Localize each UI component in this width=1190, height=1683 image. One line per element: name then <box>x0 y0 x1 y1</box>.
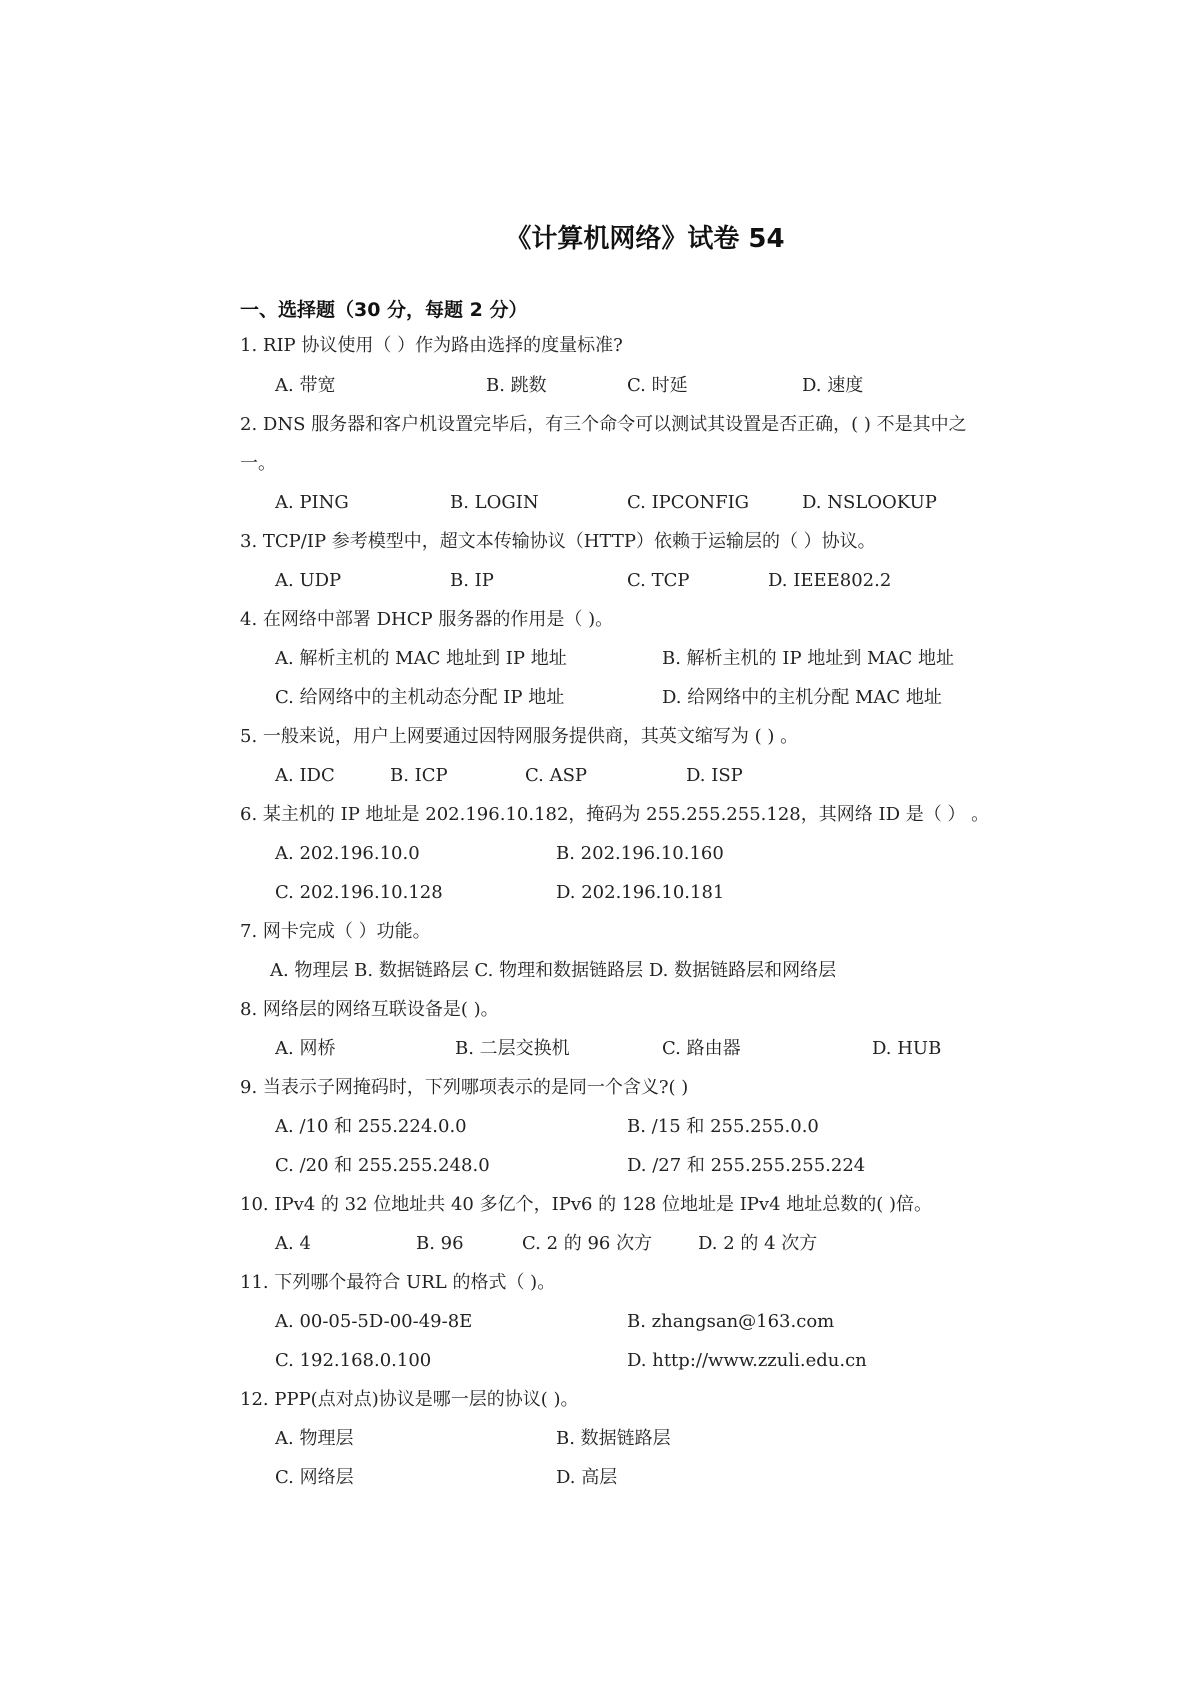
section-heading: 一、选择题（30 分，每题 2 分） <box>240 299 528 321</box>
question-10: 10. IPv4 的 32 位地址共 40 多亿个，IPv6 的 128 位地址是 IPv4 地址总数的( )倍。 <box>240 1194 933 1215</box>
q12-option-b: B. 数据链路层 <box>556 1428 671 1449</box>
q2-option-c: C. IPCONFIG <box>627 492 750 513</box>
question-3: 3. TCP/IP 参考模型中，超文本传输协议（HTTP）依赖于运输层的（ ）协议。 <box>240 531 876 552</box>
q10-option-a: A. 4 <box>275 1233 311 1254</box>
question-8: 8. 网络层的网络互联设备是( )。 <box>240 999 499 1020</box>
q8-option-b: B. 二层交换机 <box>455 1038 570 1059</box>
q1-option-c: C. 时延 <box>627 375 688 396</box>
q9-option-c: C. /20 和 255.255.248.0 <box>275 1155 490 1176</box>
q5-option-c: C. ASP <box>525 765 588 786</box>
q11-option-a: A. 00-05-5D-00-49-8E <box>275 1311 473 1332</box>
q1-option-a: A. 带宽 <box>275 375 336 396</box>
q3-option-c: C. TCP <box>627 570 690 591</box>
q10-option-b: B. 96 <box>416 1233 464 1254</box>
q9-option-b: B. /15 和 255.255.0.0 <box>627 1116 819 1137</box>
q8-option-d: D. HUB <box>872 1038 942 1059</box>
q9-option-d: D. /27 和 255.255.255.224 <box>627 1155 866 1176</box>
q7-options: A. 物理层 B. 数据链路层 C. 物理和数据链路层 D. 数据链路层和网络层 <box>270 960 837 981</box>
q6-option-c: C. 202.196.10.128 <box>275 882 443 903</box>
q3-option-a: A. UDP <box>275 570 342 591</box>
q1-option-d: D. 速度 <box>802 375 864 396</box>
q5-option-d: D. ISP <box>686 765 743 786</box>
question-5: 5. 一般来说，用户上网要通过因特网服务提供商，其英文缩写为 ( ) 。 <box>240 726 799 747</box>
q11-option-c: C. 192.168.0.100 <box>275 1350 432 1371</box>
q6-option-a: A. 202.196.10.0 <box>275 843 420 864</box>
q5-option-a: A. IDC <box>275 765 335 786</box>
question-11: 11. 下列哪个最符合 URL 的格式（ )。 <box>240 1272 556 1293</box>
question-2: 2. DNS 服务器和客户机设置完毕后，有三个命令可以测试其设置是否正确，( ) 不是其中之 <box>240 414 967 435</box>
question-7: 7. 网卡完成（ ）功能。 <box>240 921 431 942</box>
question-6: 6. 某主机的 IP 地址是 202.196.10.182，掩码为 255.255.255.128，其网络 ID 是（ ） 。 <box>240 804 990 825</box>
q4-option-b: B. 解析主机的 IP 地址到 MAC 地址 <box>662 648 954 669</box>
q6-option-d: D. 202.196.10.181 <box>556 882 725 903</box>
q8-option-c: C. 路由器 <box>662 1038 741 1059</box>
question-12: 12. PPP(点对点)协议是哪一层的协议( )。 <box>240 1389 579 1410</box>
q10-option-d: D. 2 的 4 次方 <box>698 1233 818 1254</box>
q1-option-b: B. 跳数 <box>486 375 547 396</box>
question-2-continued: 一。 <box>240 453 276 474</box>
q3-option-d: D. IEEE802.2 <box>768 570 892 591</box>
q3-option-b: B. IP <box>450 570 494 591</box>
q8-option-a: A. 网桥 <box>275 1038 336 1059</box>
question-9: 9. 当表示子网掩码时，下列哪项表示的是同一个含义?( ) <box>240 1077 689 1098</box>
q12-option-d: D. 高层 <box>556 1467 618 1488</box>
q12-option-a: A. 物理层 <box>275 1428 354 1449</box>
q12-option-c: C. 网络层 <box>275 1467 354 1488</box>
q11-option-b: B. zhangsan@163.com <box>627 1311 835 1332</box>
q5-option-b: B. ICP <box>390 765 448 786</box>
page-title: 《计算机网络》试卷 54 <box>505 224 785 254</box>
q6-option-b: B. 202.196.10.160 <box>556 843 724 864</box>
q2-option-d: D. NSLOOKUP <box>802 492 937 513</box>
q2-option-b: B. LOGIN <box>450 492 539 513</box>
q9-option-a: A. /10 和 255.224.0.0 <box>275 1116 467 1137</box>
question-4: 4. 在网络中部署 DHCP 服务器的作用是（ )。 <box>240 609 614 630</box>
q4-option-c: C. 给网络中的主机动态分配 IP 地址 <box>275 687 565 708</box>
q11-option-d: D. http://www.zzuli.edu.cn <box>627 1350 867 1371</box>
q10-option-c: C. 2 的 96 次方 <box>522 1233 653 1254</box>
q4-option-a: A. 解析主机的 MAC 地址到 IP 地址 <box>275 648 567 669</box>
q2-option-a: A. PING <box>275 492 349 513</box>
q4-option-d: D. 给网络中的主机分配 MAC 地址 <box>662 687 942 708</box>
question-1: 1. RIP 协议使用（ ）作为路由选择的度量标准? <box>240 335 623 356</box>
